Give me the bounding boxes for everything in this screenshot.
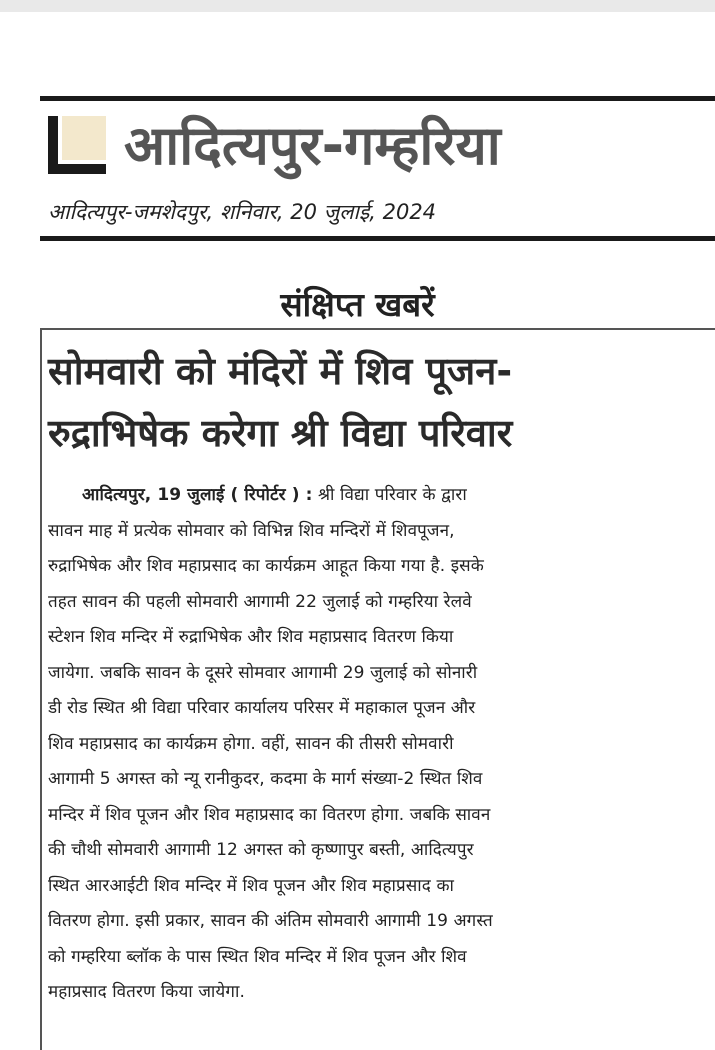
body-line: महाप्रसाद वितरण किया जायेगा. xyxy=(48,982,245,1002)
headline-line: सोमवारी को मंदिरों में शिव पूजन- xyxy=(48,349,513,393)
body-line: रुद्राभिषेक और शिव महाप्रसाद का कार्यक्रम आहूत किया गया है. इसके xyxy=(48,556,484,576)
masthead-title: आदित्यपुर-गम्हरिया xyxy=(124,114,501,177)
dateline: आदित्यपुर-जमशेदपुर, शनिवार, 20 जुलाई, 2024 xyxy=(48,200,437,224)
top-rule xyxy=(40,96,715,101)
article-byline: आदित्यपुर, 19 जुलाई ( रिपोर्टर ) : xyxy=(82,485,313,505)
body-line: जायेगा. जबकि सावन के दूसरे सोमवार आगामी 29 जुलाई को सोनारी xyxy=(48,662,478,683)
body-line: मन्दिर में शिव पूजन और शिव महाप्रसाद का वितरण होगा. जबकि सावन xyxy=(48,804,491,825)
headline-line: रुद्राभिषेक करेगा श्री विद्या परिवार xyxy=(48,411,513,455)
section-title: संक्षिप्त खबरें xyxy=(280,285,435,324)
newspaper-logo-mark xyxy=(48,116,106,174)
body-line: स्टेशन शिव मन्दिर में रुद्राभिषेक और शिव महाप्रसाद वितरण किया xyxy=(48,627,454,647)
body-line: शिव महाप्रसाद का कार्यक्रम होगा. वहीं, सावन की तीसरी सोमवारी xyxy=(48,733,454,754)
top-strip xyxy=(0,0,715,12)
body-line: वितरण होगा. इसी प्रकार, सावन की अंतिम सोमवारी आगामी 19 अगस्त xyxy=(48,911,493,931)
body-line: को गम्हरिया ब्लॉक के पास स्थित शिव मन्दिर में शिव पूजन और शिव xyxy=(48,946,467,967)
body-line xyxy=(48,478,708,514)
body-line: तहत सावन की पहली सोमवारी आगामी 22 जुलाई को गम्हरिया रेलवे xyxy=(48,591,472,612)
article-body xyxy=(48,478,708,1011)
bottom-rule xyxy=(40,236,715,241)
body-first-line-text: श्री विद्या परिवार के द्वारा xyxy=(312,485,467,505)
body-line: डी रोड स्थित श्री विद्या परिवार कार्यालय परिसर में महाकाल पूजन और xyxy=(48,698,476,718)
article-headline xyxy=(48,340,708,464)
body-line: सावन माह में प्रत्येक सोमवार को विभिन्न शिव मन्दिरों में शिवपूजन, xyxy=(48,520,455,541)
body-line: स्थित आरआईटी शिव मन्दिर में शिव पूजन और शिव महाप्रसाद का xyxy=(48,875,454,896)
body-line: आगामी 5 अगस्त को न्यू रानीकुदर, कदमा के मार्ग संख्या-2 स्थित शिव xyxy=(48,769,483,789)
body-line: की चौथी सोमवारी आगामी 12 अगस्त को कृष्णापुर बस्ती, आदित्यपुर xyxy=(48,840,474,860)
